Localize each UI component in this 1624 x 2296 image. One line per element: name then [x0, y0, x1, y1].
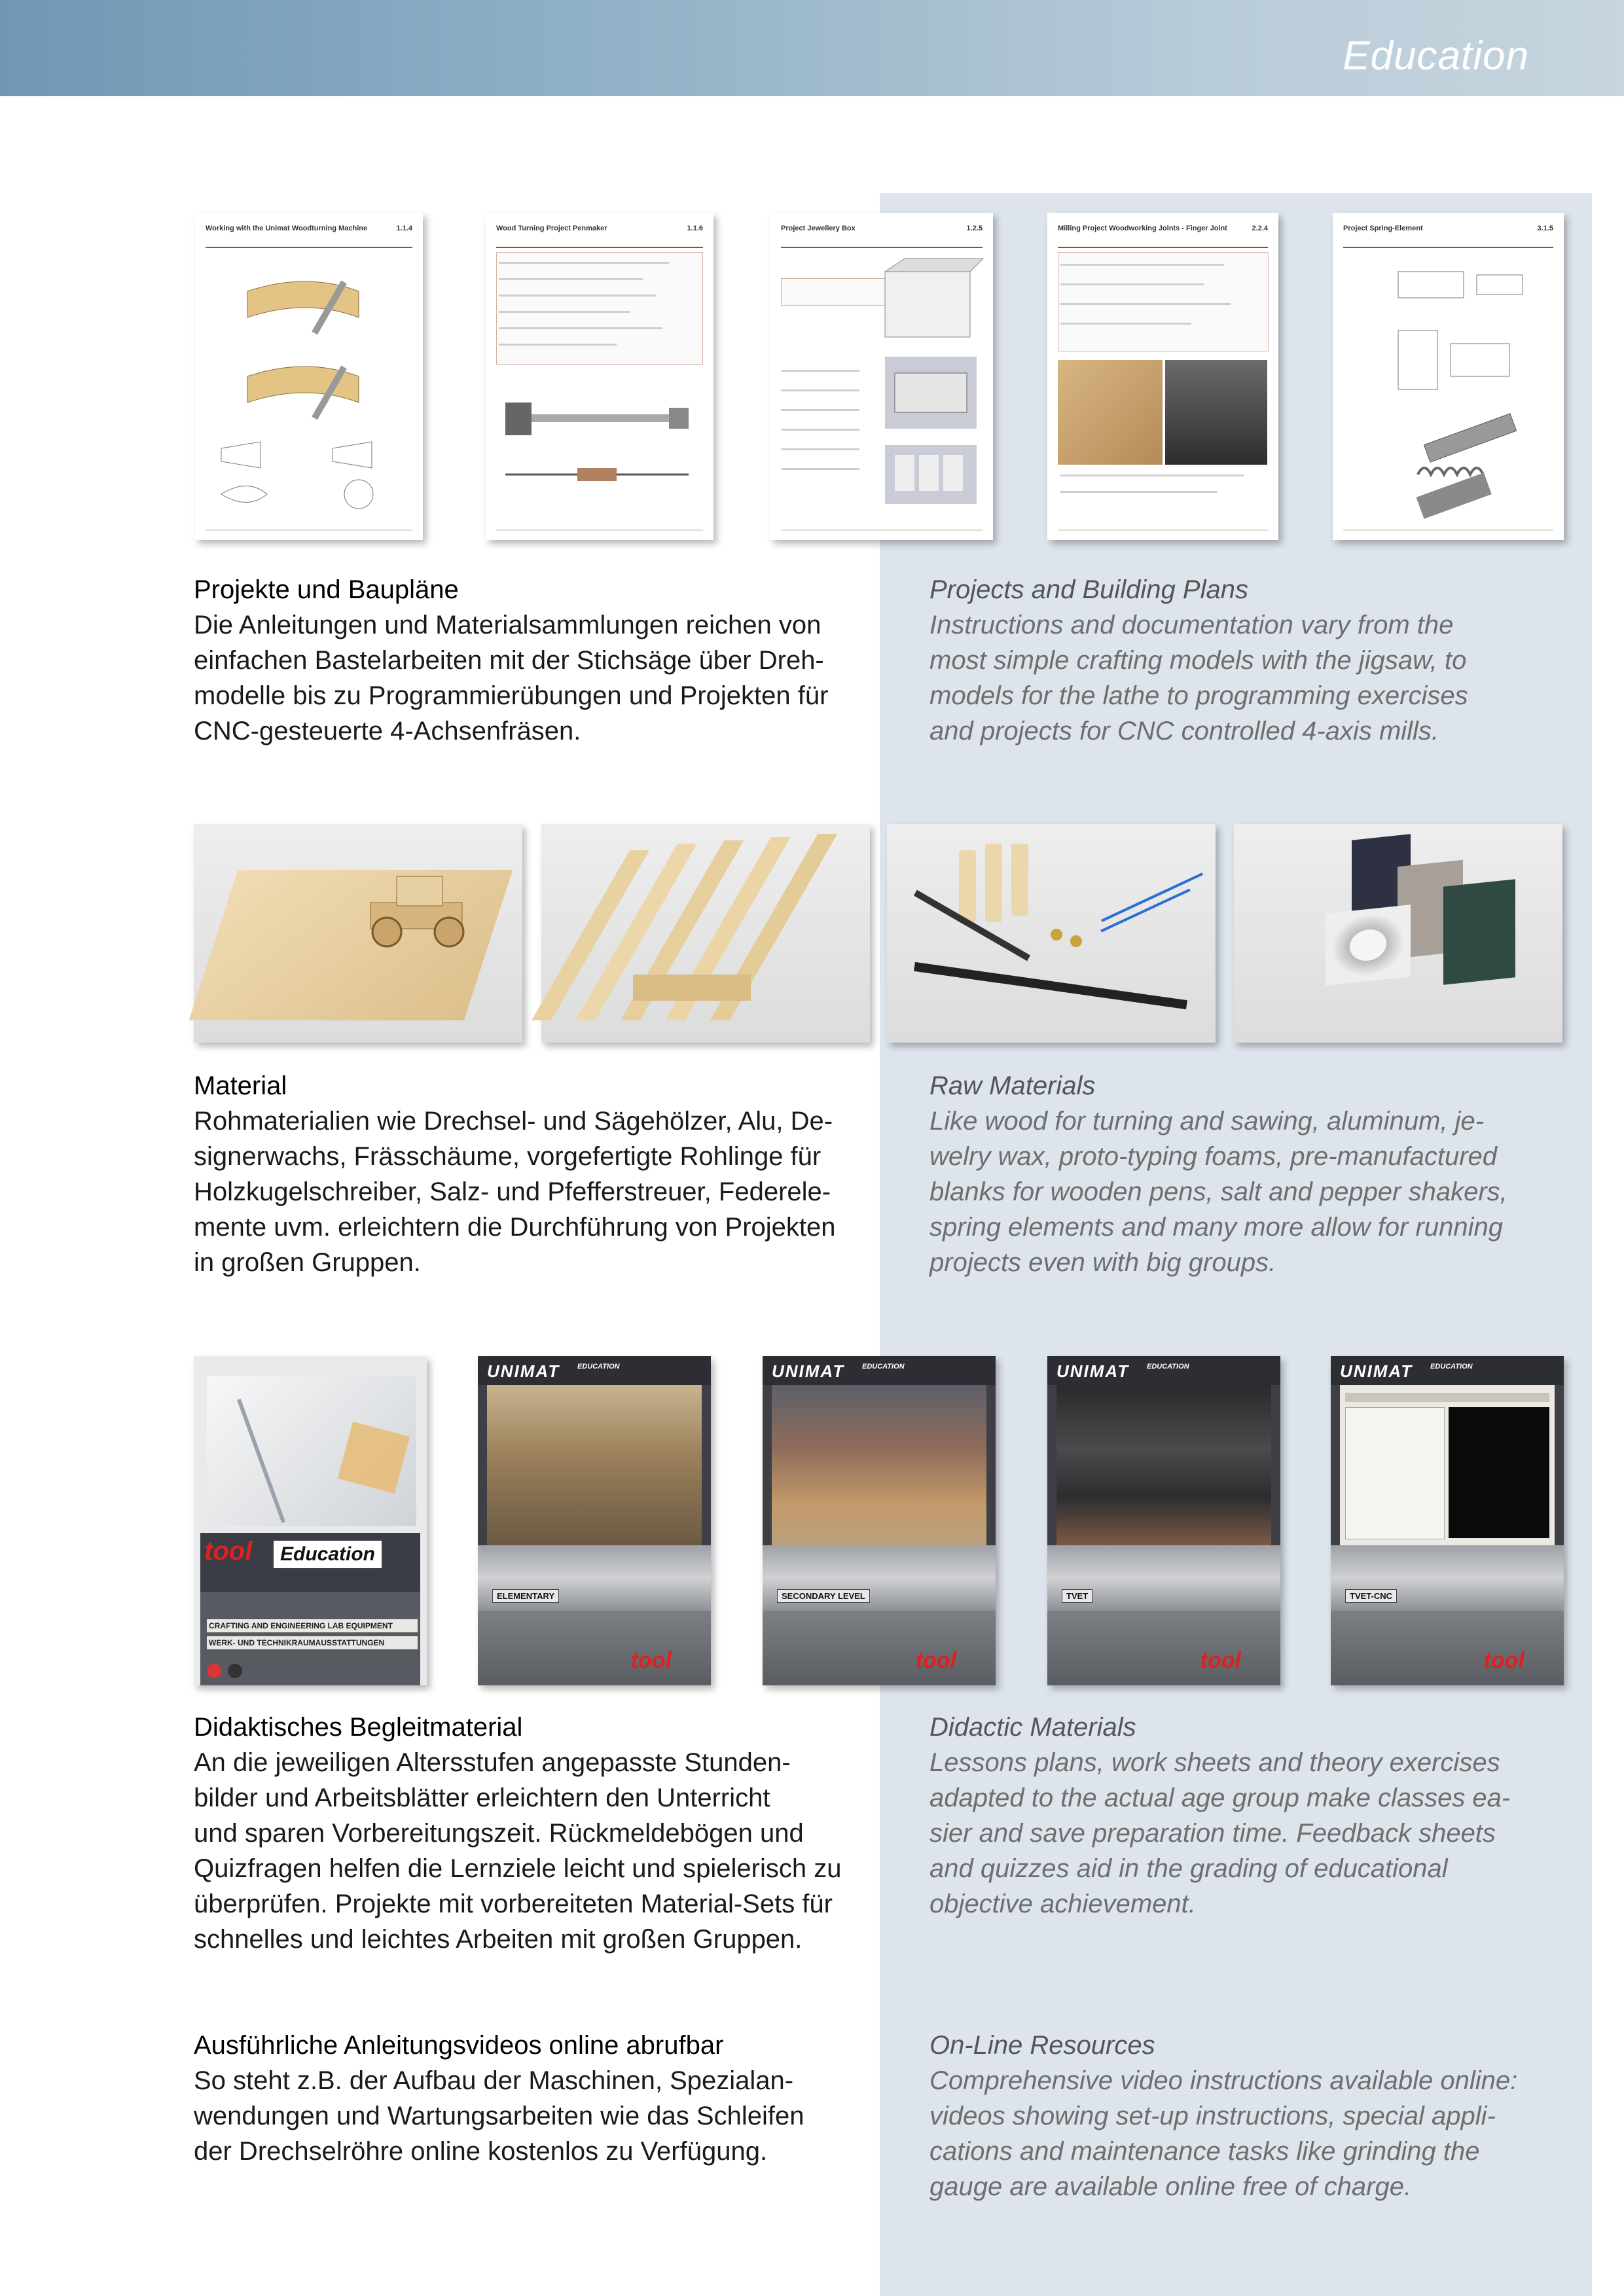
spring-element-drawing [1346, 259, 1555, 514]
didactic-text-en [929, 1710, 1545, 1922]
doc-thumbnail-penmaker [486, 213, 713, 540]
classroom-photo [487, 1385, 702, 1545]
unimat-logo: UNIMAT [1056, 1361, 1130, 1381]
flyer-secondary-level [763, 1356, 996, 1685]
online-text-en [929, 2028, 1545, 2204]
header-title: Education [1343, 33, 1529, 79]
didactic-line-de: Quizfragen helfen die Lernziele leicht und spielerisch zu [194, 1854, 842, 1883]
turning-tool-illustration [208, 252, 411, 514]
students-photo [772, 1385, 986, 1545]
tool-brand-logo: tool [204, 1537, 253, 1566]
didactic-line-en: adapted to the actual age group make classes ea- [929, 1784, 1511, 1812]
doc-title: Wood Turning Project Penmaker [496, 224, 607, 232]
projects-line-de: einfachen Bastelarbeiten mit der Stichsäge über Dreh- [194, 646, 824, 675]
didactic-line-de: bilder und Arbeitsblätter erleichtern den Unterricht [194, 1784, 770, 1812]
page-header [0, 0, 1624, 96]
projects-line-en: Instructions and documentation vary from the [929, 611, 1454, 639]
photo-wood-sticks [541, 824, 870, 1043]
didactic-line-de: überprüfen. Projekte mit vorbereiteten Material-Sets für [194, 1890, 833, 1918]
material-line-en: welry wax, proto-typing foams, pre-manufactured [929, 1142, 1498, 1171]
jewellery-box-illustration [878, 265, 983, 514]
material-line-de: in großen Gruppen. [194, 1248, 421, 1277]
online-line-de: der Drechselröhre online kostenlos zu Verfügung. [194, 2137, 768, 2166]
doc-thumbnail-jewellery-box [770, 213, 993, 540]
material-line-de: signerwachs, Frässchäume, vorgefertigte Rohlinge für [194, 1142, 821, 1171]
doc-thumbnail-spring-element [1333, 213, 1564, 540]
didactic-line-en: objective achievement. [929, 1890, 1196, 1918]
material-line-de: Rohmaterialien wie Drechsel- und Sägehölzer, Alu, De- [194, 1107, 833, 1136]
projects-line-en: models for the lathe to programming exercises [929, 681, 1468, 710]
education-label: Education [274, 1541, 382, 1568]
cover-subtitle-de: WERK- UND TECHNIKRAUMAUSSTATTUNGEN [207, 1636, 418, 1649]
didactic-line-de: An die jeweiligen Altersstufen angepasste Stunden- [194, 1748, 791, 1777]
material-line-en: Like wood for turning and sawing, aluminum, je- [929, 1107, 1485, 1136]
machine-photo [1056, 1385, 1271, 1545]
doc-number: 3.1.5 [1537, 224, 1553, 232]
photo-material-blocks [1234, 824, 1562, 1043]
doc-number: 2.2.4 [1252, 224, 1268, 232]
didactic-heading-de: Didaktisches Begleitmaterial [194, 1713, 523, 1742]
pen-mandrel [914, 962, 1187, 1009]
material-line-en: projects even with big groups. [929, 1248, 1276, 1277]
material-line-en: blanks for wooden pens, salt and pepper shakers, [929, 1177, 1507, 1206]
flyer-elementary [478, 1356, 711, 1685]
didactic-text-de [194, 1710, 855, 1957]
level-label: ELEMENTARY [492, 1589, 559, 1603]
projects-line-de: modelle bis zu Programmierübungen und Projekten für [194, 681, 829, 710]
doc-title: Milling Project Woodworking Joints - Finger Joint [1058, 224, 1227, 232]
online-line-en: Comprehensive video instructions available online: [929, 2066, 1518, 2095]
projects-line-en: and projects for CNC controlled 4-axis mills. [929, 717, 1439, 745]
projects-text-en [929, 572, 1545, 749]
level-label: TVET-CNC [1345, 1589, 1397, 1603]
material-line-de: Holzkugelschreiber, Salz- und Pfefferstreuer, Federele- [194, 1177, 831, 1206]
photo-plywood-car-model [194, 824, 522, 1043]
cnc-software-screenshot [1340, 1385, 1555, 1545]
education-sublabel: EDUCATION [1147, 1363, 1189, 1371]
projects-line-en: most simple crafting models with the jigsaw, to [929, 646, 1467, 675]
education-sublabel: EDUCATION [862, 1363, 905, 1371]
level-label: SECONDARY LEVEL [777, 1589, 870, 1603]
material-text-de [194, 1068, 855, 1280]
material-line-de: mente uvm. erleichtern die Durchführung von Projekten [194, 1213, 836, 1242]
doc-number: 1.1.6 [687, 224, 703, 232]
online-text-de [194, 2028, 855, 2169]
projects-line-de: Die Anleitungen und Materialsammlungen reichen von [194, 611, 821, 639]
wooden-car-model [357, 863, 488, 961]
didactic-line-en: sier and save preparation time. Feedback sheets [929, 1819, 1496, 1848]
didactic-line-en: Lessons plans, work sheets and theory exercises [929, 1748, 1500, 1777]
flyer-tvet [1047, 1356, 1280, 1685]
online-heading-en: On-Line Resources [929, 2031, 1155, 2060]
online-heading-de: Ausführliche Anleitungsvideos online abrufbar [194, 2031, 724, 2060]
online-line-en: gauge are available online free of charge. [929, 2172, 1412, 2201]
lathe-diagram [499, 376, 702, 507]
cover-subtitle-en: CRAFTING AND ENGINEERING LAB EQUIPMENT [207, 1619, 418, 1632]
material-heading-de: Material [194, 1071, 287, 1100]
online-line-de: wendungen und Wartungsarbeiten wie das Schleifen [194, 2102, 804, 2130]
projects-heading-en: Projects and Building Plans [929, 575, 1248, 604]
tool-brand-logo: tool [630, 1648, 672, 1673]
unimat-logo: UNIMAT [1340, 1361, 1413, 1381]
unimat-logo: UNIMAT [772, 1361, 845, 1381]
projects-text-de [194, 572, 855, 749]
doc-title: Project Jewellery Box [781, 224, 856, 232]
online-line-en: cations and maintenance tasks like grinding the [929, 2137, 1480, 2166]
flyer-tvet-cnc [1331, 1356, 1564, 1685]
doc-title: Project Spring-Element [1343, 224, 1423, 232]
tool-brand-logo: tool [1200, 1648, 1241, 1673]
education-sublabel: EDUCATION [1430, 1363, 1473, 1371]
didactic-line-de: schnelles und leichtes Arbeiten mit großen Gruppen. [194, 1925, 803, 1954]
material-line-en: spring elements and many more allow for running [929, 1213, 1503, 1242]
online-line-en: videos showing set-up instructions, special appli- [929, 2102, 1496, 2130]
material-heading-en: Raw Materials [929, 1071, 1096, 1100]
level-label: TVET [1062, 1589, 1092, 1603]
flyer-cover-education [194, 1356, 427, 1685]
online-line-de: So steht z.B. der Aufbau der Maschinen, Spezialan- [194, 2066, 794, 2095]
tool-brand-logo: tool [1483, 1648, 1525, 1673]
doc-number: 1.1.4 [396, 224, 412, 232]
photo-pen-blanks [887, 824, 1216, 1043]
material-text-en [929, 1068, 1545, 1280]
unimat-logo: UNIMAT [487, 1361, 560, 1381]
doc-thumbnail-woodturning [195, 213, 423, 540]
projects-line-de: CNC-gesteuerte 4-Achsenfräsen. [194, 717, 581, 745]
education-sublabel: EDUCATION [577, 1363, 620, 1371]
didactic-line-de: und sparen Vorbereitungszeit. Rückmeldebögen und [194, 1819, 804, 1848]
didactic-line-en: and quizzes aid in the grading of educational [929, 1854, 1448, 1883]
tool-brand-logo: tool [915, 1648, 956, 1673]
didactic-heading-en: Didactic Materials [929, 1713, 1136, 1742]
projects-heading-de: Projekte und Baupläne [194, 575, 459, 604]
doc-number: 1.2.5 [966, 224, 983, 232]
doc-thumbnail-finger-joint [1047, 213, 1278, 540]
doc-title: Working with the Unimat Woodturning Machine [206, 224, 368, 232]
